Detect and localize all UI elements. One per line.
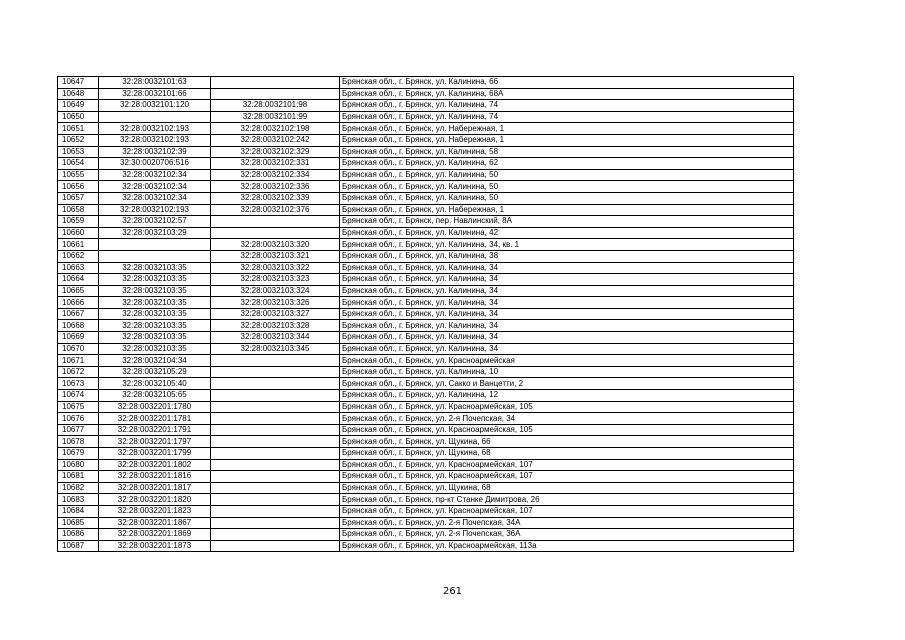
land-cadastral-number-cell: 32:28:0032201:1873 [99,540,211,552]
land-cadastral-number-cell: 32:28:0032201:1820 [99,494,211,506]
address-cell: Брянская обл., г. Брянск, пер. Навлинский, 8А [340,216,794,228]
land-cadastral-number-cell: 32:28:0032201:1823 [99,505,211,517]
row-number-cell: 10676 [58,413,99,425]
address-cell: Брянская обл., г. Брянск, ул. 2-я Почепская, 36А [340,529,794,541]
object-cadastral-number-cell: 32:28:0032102:336 [211,181,340,193]
row-number-cell: 10664 [58,274,99,286]
object-cadastral-number-cell: 32:28:0032102:242 [211,134,340,146]
row-number-cell: 10687 [58,540,99,552]
address-cell: Брянская обл., г. Брянск, пр-кт Станке Димитрова, 26 [340,494,794,506]
table-row [58,366,794,378]
table-row [58,459,794,471]
row-number-cell: 10675 [58,401,99,413]
object-cadastral-number-cell: 32:28:0032103:322 [211,262,340,274]
address-cell: Брянская обл., г. Брянск, ул. Красноармейская, 107 [340,459,794,471]
row-number-cell: 10669 [58,332,99,344]
registry-table [57,76,794,552]
row-number-cell: 10657 [58,192,99,204]
row-number-cell: 10670 [58,343,99,355]
row-number-cell: 10671 [58,355,99,367]
land-cadastral-number-cell: 32:28:0032103:35 [99,274,211,286]
row-number-cell: 10665 [58,285,99,297]
object-cadastral-number-cell [211,471,340,483]
row-number-cell: 10672 [58,366,99,378]
address-cell: Брянская обл., г. Брянск, ул. Набережная, 1 [340,204,794,216]
object-cadastral-number-cell: 32:28:0032102:329 [211,146,340,158]
table-row [58,146,794,158]
table-row [58,308,794,320]
address-cell: Брянская обл., г. Брянск, ул. Калинина, 50 [340,169,794,181]
object-cadastral-number-cell: 32:28:0032102:198 [211,123,340,135]
table-row [58,134,794,146]
address-cell: Брянская обл., г. Брянск, ул. Красноармейская, 107 [340,505,794,517]
object-cadastral-number-cell [211,77,340,89]
table-row [58,262,794,274]
land-cadastral-number-cell: 32:28:0032103:35 [99,297,211,309]
table-row [58,181,794,193]
object-cadastral-number-cell: 32:28:0032103:323 [211,274,340,286]
table-row [58,494,794,506]
object-cadastral-number-cell [211,424,340,436]
address-cell: Брянская обл., г. Брянск, ул. Калинина, 58 [340,146,794,158]
object-cadastral-number-cell [211,366,340,378]
table-row [58,424,794,436]
object-cadastral-number-cell [211,88,340,100]
table-row [58,540,794,552]
object-cadastral-number-cell [211,216,340,228]
land-cadastral-number-cell: 32:28:0032105:40 [99,378,211,390]
address-cell: Брянская обл., г. Брянск, ул. Калинина, 68А [340,88,794,100]
row-number-cell: 10654 [58,158,99,170]
address-cell: Брянская обл., г. Брянск, ул. Сакко и Ванцетти, 2 [340,378,794,390]
object-cadastral-number-cell [211,517,340,529]
table-row [58,448,794,460]
land-cadastral-number-cell: 32:28:0032104:34 [99,355,211,367]
table-row [58,192,794,204]
object-cadastral-number-cell [211,540,340,552]
row-number-cell: 10673 [58,378,99,390]
land-cadastral-number-cell [99,250,211,262]
table-row [58,285,794,297]
address-cell: Брянская обл., г. Брянск, ул. Калинина, 34, кв. 1 [340,239,794,251]
row-number-cell: 10677 [58,424,99,436]
row-number-cell: 10661 [58,239,99,251]
land-cadastral-number-cell: 32:28:0032101:66 [99,88,211,100]
address-cell: Брянская обл., г. Брянск, ул. Калинина, 66 [340,77,794,89]
row-number-cell: 10647 [58,77,99,89]
row-number-cell: 10648 [58,88,99,100]
object-cadastral-number-cell: 32:28:0032103:326 [211,297,340,309]
land-cadastral-number-cell: 32:28:0032201:1802 [99,459,211,471]
table-row [58,169,794,181]
land-cadastral-number-cell: 32:28:0032103:35 [99,308,211,320]
land-cadastral-number-cell: 32:28:0032102:57 [99,216,211,228]
address-cell: Брянская обл., г. Брянск, ул. Калинина, 34 [340,332,794,344]
object-cadastral-number-cell [211,482,340,494]
land-cadastral-number-cell: 32:28:0032102:193 [99,204,211,216]
land-cadastral-number-cell: 32:28:0032201:1867 [99,517,211,529]
object-cadastral-number-cell [211,390,340,402]
row-number-cell: 10650 [58,111,99,123]
table-row [58,274,794,286]
row-number-cell: 10666 [58,297,99,309]
row-number-cell: 10678 [58,436,99,448]
land-cadastral-number-cell: 32:28:0032102:193 [99,134,211,146]
table-row [58,77,794,89]
object-cadastral-number-cell: 32:28:0032103:345 [211,343,340,355]
object-cadastral-number-cell: 32:28:0032103:320 [211,239,340,251]
object-cadastral-number-cell: 32:28:0032102:334 [211,169,340,181]
object-cadastral-number-cell: 32:28:0032103:327 [211,308,340,320]
row-number-cell: 10652 [58,134,99,146]
land-cadastral-number-cell: 32:28:0032103:35 [99,320,211,332]
land-cadastral-number-cell: 32:28:0032105:65 [99,390,211,402]
table-row [58,297,794,309]
table-row [58,332,794,344]
land-cadastral-number-cell: 32:28:0032102:39 [99,146,211,158]
object-cadastral-number-cell [211,436,340,448]
row-number-cell: 10681 [58,471,99,483]
object-cadastral-number-cell: 32:28:0032103:321 [211,250,340,262]
object-cadastral-number-cell [211,448,340,460]
address-cell: Брянская обл., г. Брянск, ул. Красноармейская, 113а [340,540,794,552]
table-row [58,343,794,355]
address-cell: Брянская обл., г. Брянск, ул. 2-я Почепская, 34 [340,413,794,425]
address-cell: Брянская обл., г. Брянск, ул. Калинина, 12 [340,390,794,402]
land-cadastral-number-cell [99,239,211,251]
land-cadastral-number-cell [99,111,211,123]
row-number-cell: 10663 [58,262,99,274]
land-cadastral-number-cell: 32:28:0032101:63 [99,77,211,89]
row-number-cell: 10668 [58,320,99,332]
address-cell: Брянская обл., г. Брянск, ул. Набережная, 1 [340,123,794,135]
address-cell: Брянская обл., г. Брянск, ул. Калинина, 34 [340,308,794,320]
land-cadastral-number-cell: 32:28:0032201:1781 [99,413,211,425]
land-cadastral-number-cell: 32:28:0032105:29 [99,366,211,378]
address-cell: Брянская обл., г. Брянск, ул. Калинина, 42 [340,227,794,239]
address-cell: Брянская обл., г. Брянск, ул. Калинина, 34 [340,320,794,332]
table-row [58,239,794,251]
table-row [58,111,794,123]
table-row [58,390,794,402]
object-cadastral-number-cell: 32:28:0032103:344 [211,332,340,344]
address-cell: Брянская обл., г. Брянск, ул. Калинина, 50 [340,181,794,193]
table-row [58,505,794,517]
row-number-cell: 10651 [58,123,99,135]
table-row [58,227,794,239]
table-row [58,320,794,332]
address-cell: Брянская обл., г. Брянск, ул. Калинина, 34 [340,262,794,274]
land-cadastral-number-cell: 32:30:0020706:516 [99,158,211,170]
table-row [58,529,794,541]
row-number-cell: 10682 [58,482,99,494]
land-cadastral-number-cell: 32:28:0032201:1869 [99,529,211,541]
row-number-cell: 10680 [58,459,99,471]
land-cadastral-number-cell: 32:28:0032103:35 [99,332,211,344]
address-cell: Брянская обл., г. Брянск, ул. Калинина, 74 [340,100,794,112]
address-cell: Брянская обл., г. Брянск, ул. Калинина, 34 [340,274,794,286]
row-number-cell: 10658 [58,204,99,216]
row-number-cell: 10683 [58,494,99,506]
table-row [58,123,794,135]
address-cell: Брянская обл., г. Брянск, ул. Красноармейская, 105 [340,401,794,413]
land-cadastral-number-cell: 32:28:0032103:29 [99,227,211,239]
row-number-cell: 10684 [58,505,99,517]
table-row [58,471,794,483]
table-row [58,204,794,216]
object-cadastral-number-cell: 32:28:0032103:324 [211,285,340,297]
row-number-cell: 10662 [58,250,99,262]
land-cadastral-number-cell: 32:28:0032201:1799 [99,448,211,460]
table-row [58,436,794,448]
land-cadastral-number-cell: 32:28:0032103:35 [99,285,211,297]
object-cadastral-number-cell [211,355,340,367]
table-row [58,378,794,390]
land-cadastral-number-cell: 32:28:0032102:34 [99,181,211,193]
row-number-cell: 10656 [58,181,99,193]
address-cell: Брянская обл., г. Брянск, ул. Красноармейская, 105 [340,424,794,436]
object-cadastral-number-cell [211,505,340,517]
object-cadastral-number-cell [211,459,340,471]
row-number-cell: 10649 [58,100,99,112]
row-number-cell: 10685 [58,517,99,529]
table-row [58,482,794,494]
land-cadastral-number-cell: 32:28:0032102:34 [99,169,211,181]
land-cadastral-number-cell: 32:28:0032101:120 [99,100,211,112]
table-row [58,158,794,170]
address-cell: Брянская обл., г. Брянск, ул. Калинина, 62 [340,158,794,170]
table-row [58,401,794,413]
object-cadastral-number-cell: 32:28:0032101:98 [211,100,340,112]
row-number-cell: 10679 [58,448,99,460]
page-number: 261 [442,586,463,597]
table-row [58,355,794,367]
table-row [58,413,794,425]
object-cadastral-number-cell [211,378,340,390]
table-row [58,517,794,529]
registry-table-body [58,77,794,552]
address-cell: Брянская обл., г. Брянск, ул. Красноармейская, 107 [340,471,794,483]
object-cadastral-number-cell [211,494,340,506]
address-cell: Брянская обл., г. Брянск, ул. Калинина, 34 [340,297,794,309]
land-cadastral-number-cell: 32:28:0032102:193 [99,123,211,135]
table-row [58,88,794,100]
object-cadastral-number-cell [211,529,340,541]
row-number-cell: 10667 [58,308,99,320]
land-cadastral-number-cell: 32:28:0032201:1780 [99,401,211,413]
object-cadastral-number-cell: 32:28:0032102:376 [211,204,340,216]
object-cadastral-number-cell: 32:28:0032101:99 [211,111,340,123]
land-cadastral-number-cell: 32:28:0032103:35 [99,262,211,274]
land-cadastral-number-cell: 32:28:0032201:1817 [99,482,211,494]
land-cadastral-number-cell: 32:28:0032201:1791 [99,424,211,436]
land-cadastral-number-cell: 32:28:0032201:1797 [99,436,211,448]
table-row [58,250,794,262]
row-number-cell: 10655 [58,169,99,181]
address-cell: Брянская обл., г. Брянск, ул. Калинина, 34 [340,285,794,297]
row-number-cell: 10686 [58,529,99,541]
address-cell: Брянская обл., г. Брянск, ул. Калинина, 10 [340,366,794,378]
row-number-cell: 10659 [58,216,99,228]
row-number-cell: 10674 [58,390,99,402]
table-row [58,100,794,112]
land-cadastral-number-cell: 32:28:0032103:35 [99,343,211,355]
address-cell: Брянская обл., г. Брянск, ул. 2-я Почепская, 34А [340,517,794,529]
address-cell: Брянская обл., г. Брянск, ул. Красноармейская [340,355,794,367]
address-cell: Брянская обл., г. Брянск, ул. Калинина, 74 [340,111,794,123]
row-number-cell: 10660 [58,227,99,239]
address-cell: Брянская обл., г. Брянск, ул. Калинина, 50 [340,192,794,204]
address-cell: Брянская обл., г. Брянск, ул. Щукина, 68 [340,448,794,460]
address-cell: Брянская обл., г. Брянск, ул. Набережная, 1 [340,134,794,146]
address-cell: Брянская обл., г. Брянск, ул. Калинина, 34 [340,343,794,355]
object-cadastral-number-cell [211,401,340,413]
address-cell: Брянская обл., г. Брянск, ул. Щукина, 68 [340,482,794,494]
object-cadastral-number-cell: 32:28:0032102:339 [211,192,340,204]
row-number-cell: 10653 [58,146,99,158]
object-cadastral-number-cell: 32:28:0032103:328 [211,320,340,332]
object-cadastral-number-cell [211,413,340,425]
land-cadastral-number-cell: 32:28:0032102:34 [99,192,211,204]
land-cadastral-number-cell: 32:28:0032201:1816 [99,471,211,483]
object-cadastral-number-cell: 32:28:0032102:331 [211,158,340,170]
address-cell: Брянская обл., г. Брянск, ул. Калинина, 38 [340,250,794,262]
address-cell: Брянская обл., г. Брянск, ул. Щукина, 66 [340,436,794,448]
object-cadastral-number-cell [211,227,340,239]
table-row [58,216,794,228]
